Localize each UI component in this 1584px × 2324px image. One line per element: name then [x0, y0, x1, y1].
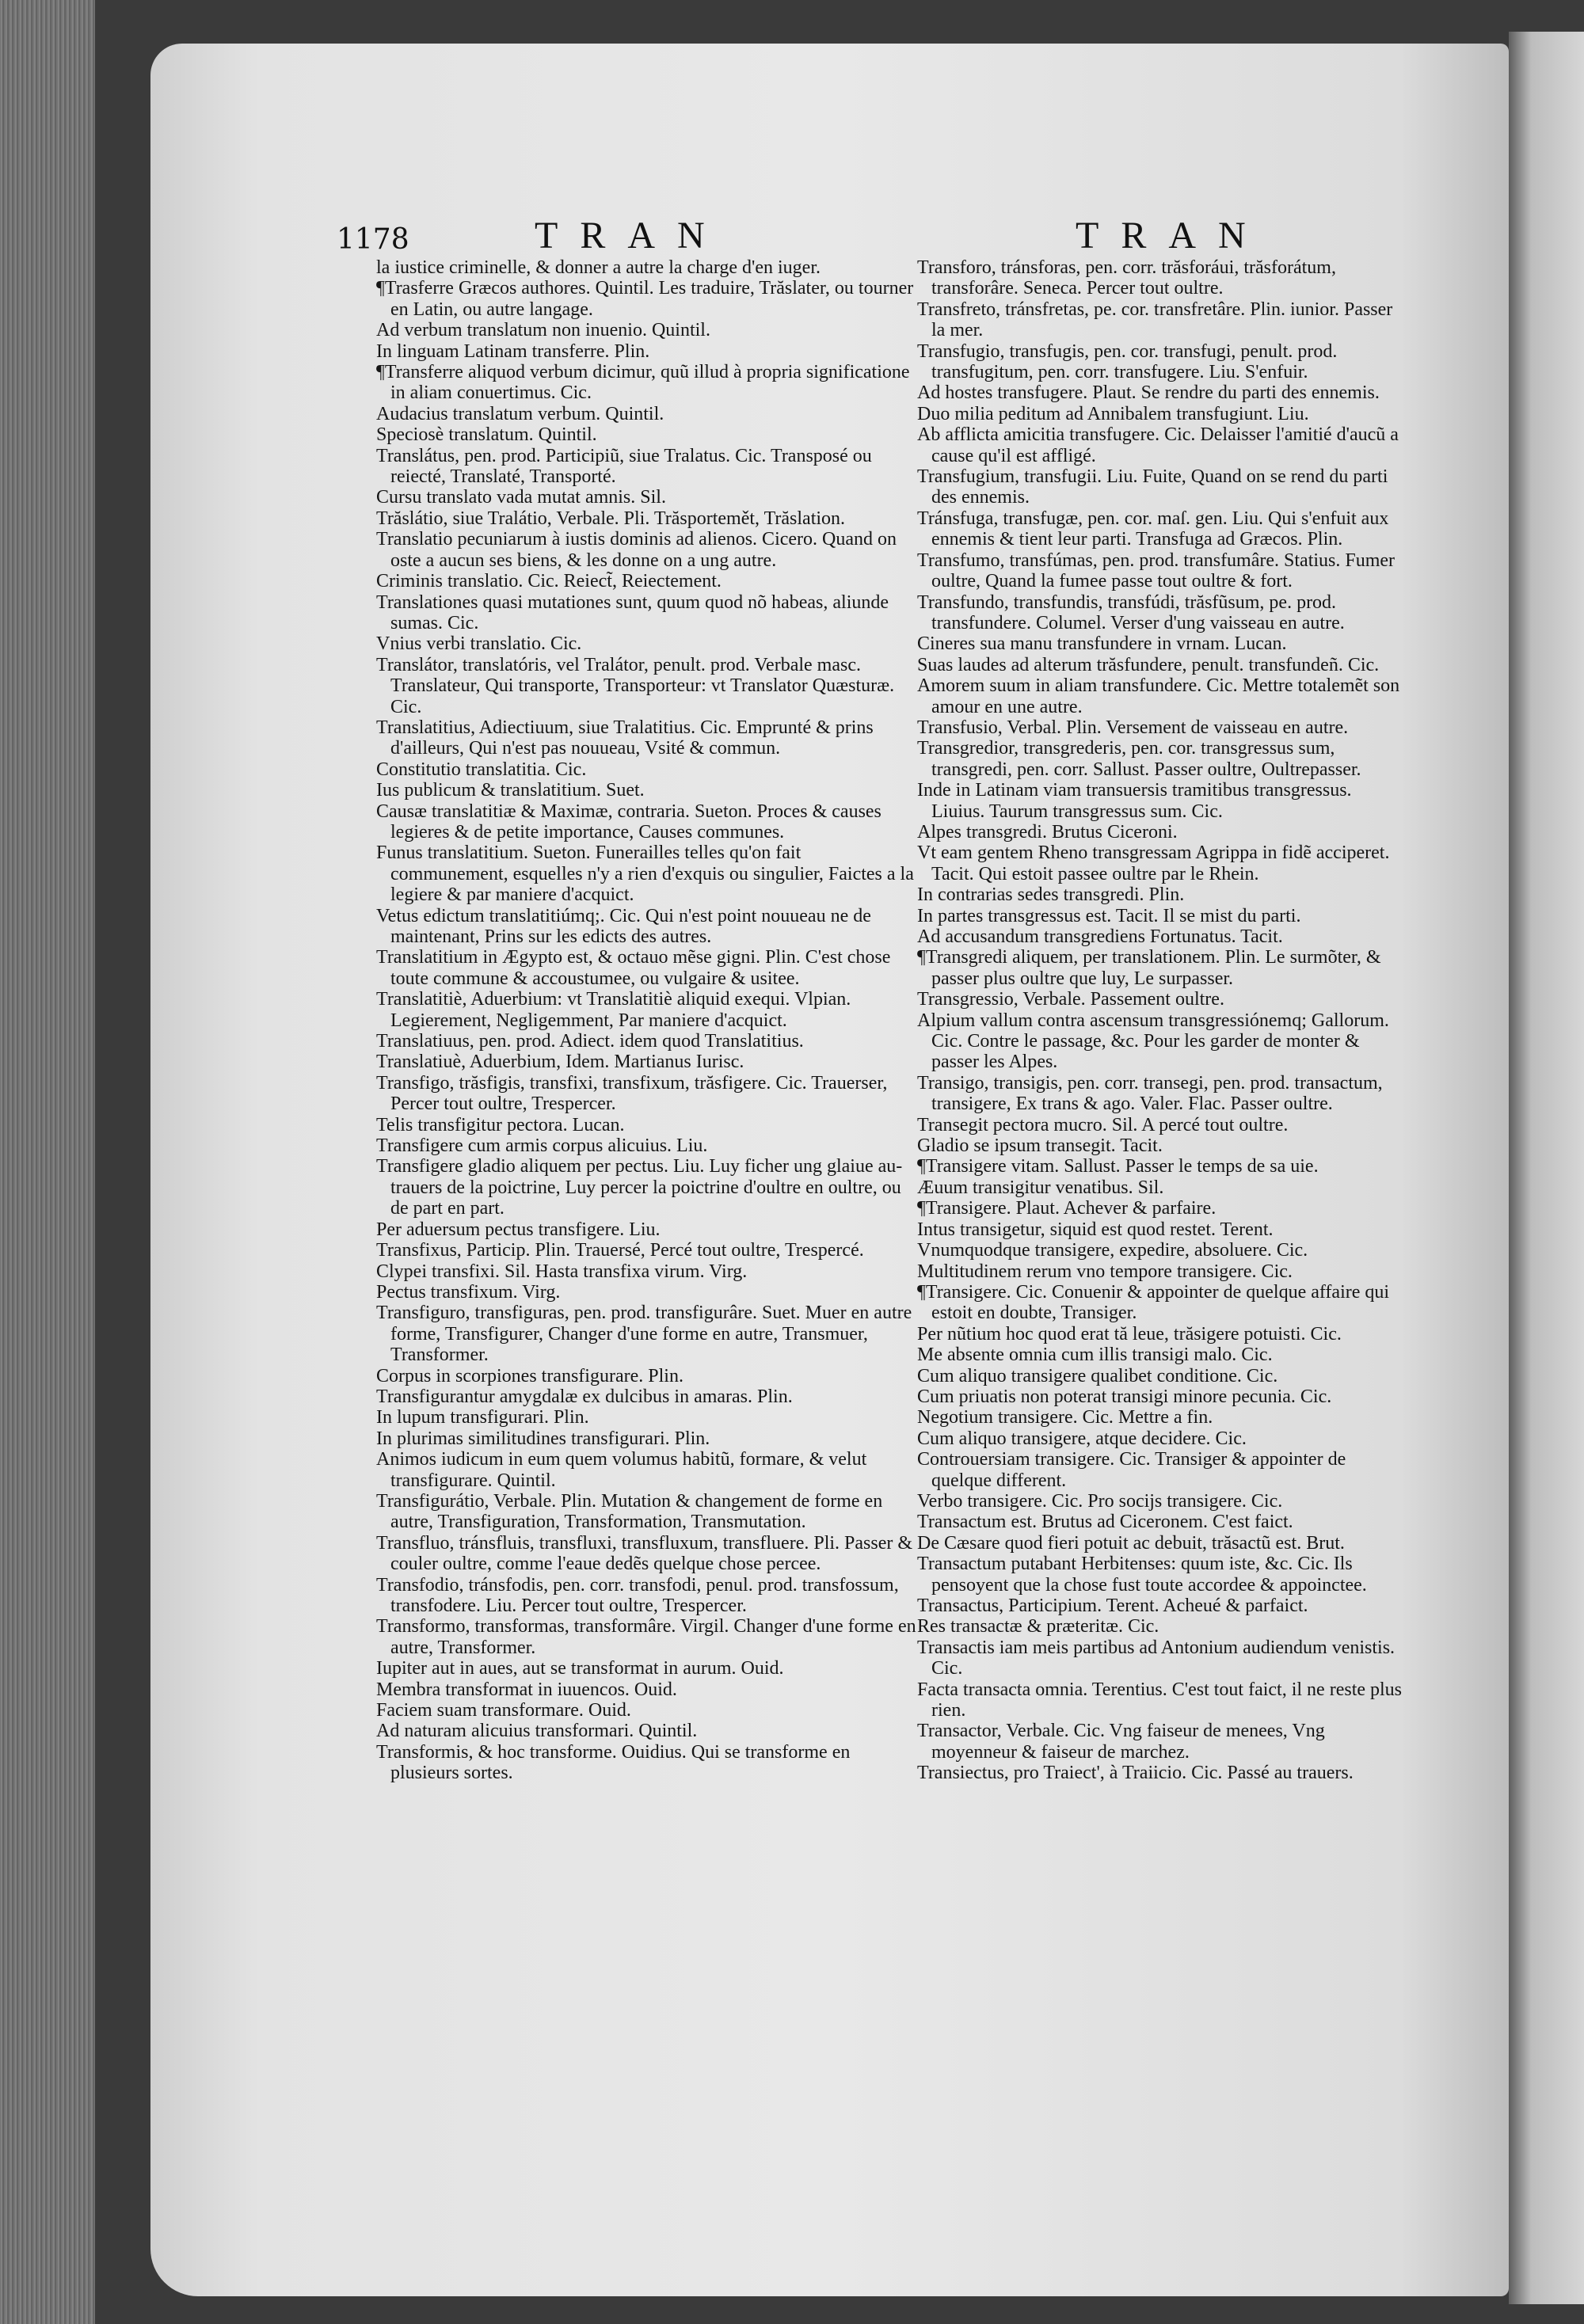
- dictionary-entry: ¶Transgredi aliquem, per translationem. Plin. Le surmõter, & passer plus oultre que luy, Le surpasser.: [917, 947, 1381, 989]
- dictionary-entry: Ad accusandum transgrediens Fortunatus. Tacit.: [917, 926, 1283, 947]
- dictionary-entry: Transformo, transformas, transformâre. Virgil. Changer d'une forme en autre, Transformer.: [376, 1616, 916, 1658]
- dictionary-entry: In linguam Latinam transferre. Plin.: [376, 340, 650, 362]
- dictionary-entry: Inde in Latinam viam transuersis tramitibus transgressus. Liuius. Taurum transgressus sum. Cic.: [917, 780, 1352, 822]
- dictionary-entry: Translatitium in Ægypto est, & octauo mẽse gigni. Plin. C'est chose toute commune & accoustumee, ou vulgaire & usitee.: [376, 947, 891, 989]
- dictionary-entry: Cum priuatis non poterat transigi minore pecunia. Cic.: [917, 1386, 1332, 1407]
- dictionary-entry: ¶Transferre aliquod verbum dicimur, quũ illud à propria significatione in aliam conuertimus. Cic.: [376, 362, 910, 404]
- dictionary-entry: Ad verbum translatum non inuenio. Quintil.: [376, 320, 710, 341]
- dictionary-entry: Tránsfuga, transfugæ, pen. cor. maſ. gen. Liu. Qui s'enfuit aux ennemis & tient leur parti. Transfuga ad Græcos. Plin.: [917, 508, 1389, 550]
- dictionary-entry: ¶Transigere vitam. Sallust. Passer le temps de sa uie.: [917, 1156, 1319, 1177]
- dictionary-entry: Transfugium, transfugii. Liu. Fuite, Quand on se rend du parti des ennemis.: [917, 466, 1388, 508]
- dictionary-entry: Translátor, translatóris, vel Tralátor, penult. prod. Verbale masc. Translateur, Qui transporte, Transporteur: vt Translator Quæsturæ. Cic.: [376, 654, 895, 717]
- dictionary-entry: Amorem suum in aliam transfundere. Cic. Mettre totalemẽt son amour en une autre.: [917, 675, 1400, 717]
- dictionary-entry: Transactum est. Brutus ad Ciceronem. C'est faict.: [917, 1512, 1293, 1533]
- facing-page-edge: [1509, 32, 1584, 2304]
- dictionary-entry: Transactum putabant Herbitenses: quum iste, &c. Cic. Ils pensoyent que la chose fust toute accordee & appoinctee.: [917, 1554, 1367, 1596]
- dictionary-entry: Trăslátio, siue Tralátio, Verbale. Pli. Trăsportemět, Trăslation.: [376, 508, 846, 529]
- dictionary-entry: Causæ translatitiæ & Maximæ, contraria. Sueton. Proces & causes legieres & de petite importance, Causes communes.: [376, 801, 881, 842]
- dictionary-entry: Translatitius, Adiectiuum, siue Tralatitius. Cic. Emprunté & prins d'ailleurs, Qui n'est pas nouueau, Vsité & commun.: [376, 717, 874, 759]
- dictionary-entry: Ad hostes transfugere. Plaut. Se rendre du parti des ennemis.: [917, 382, 1380, 404]
- right-column: [917, 257, 1408, 1784]
- dictionary-entry: De Cæsare quod fieri potuit ac debuit, trăsactũ est. Brut.: [917, 1532, 1345, 1554]
- dictionary-entry: Transfodio, tránsfodis, pen. corr. transfodi, penul. prod. transfossum, transfodere. Liu. Percer tout oultre, Trespercer.: [376, 1574, 899, 1616]
- dictionary-entry: Animos iudicum in eum quem volumus habitũ, formare, & velut transfigurare. Quintil.: [376, 1449, 867, 1491]
- dictionary-entry: Vnius verbi translatio. Cic.: [376, 633, 582, 655]
- dictionary-entry: Transactus, Participium. Terent. Acheué & parfaict.: [917, 1596, 1308, 1616]
- dictionary-entry: Suas laudes ad alterum trăsfundere, penult. transfundeñ. Cic.: [917, 654, 1380, 675]
- dictionary-entry: Ab afflicta amicitia transfugere. Cic. Delaisser l'amitié d'aucũ a cause qu'il est affligé.: [917, 424, 1399, 466]
- bleed-through-marks: [0, 119, 16, 214]
- dictionary-entry: Transfreto, tránsfretas, pe. cor. transfretâre. Plin. iunior. Passer la mer.: [917, 299, 1393, 341]
- dictionary-entry: Transfumo, transfúmas, pen. prod. transfumâre. Statius. Fumer oultre, Quand la fumee passe tout oultre & fort.: [917, 550, 1396, 592]
- dictionary-entry: In lupum transfigurari. Plin.: [376, 1407, 589, 1428]
- dictionary-entry: Transiectus, pro Traiect', à Traiicio. Cic. Passé au trauers.: [917, 1763, 1354, 1784]
- dictionary-entry: Æuum transigitur venatibus. Sil.: [917, 1177, 1164, 1198]
- dictionary-entry: Ad naturam alicuius transformari. Quintil.: [376, 1721, 698, 1742]
- dictionary-entry: Transfugio, transfugis, pen. cor. transfugi, penult. prod. transfugitum, pen. corr. transfugere. Liu. S'enfuir.: [917, 340, 1338, 383]
- dictionary-entry: ¶Transigere. Plaut. Achever & parfaire.: [917, 1198, 1217, 1219]
- dictionary-entry: Clypei transfixi. Sil. Hasta transfixa virum. Virg.: [376, 1261, 748, 1282]
- dictionary-entry: Translátus, pen. prod. Participiũ, siue Tralatus. Cic. Transposé ou reiecté, Translaté, Transporté.: [376, 445, 872, 488]
- dictionary-entry: ¶Trasferre Græcos authores. Quintil. Les traduire, Trăslater, ou tourner en Latin, ou autre langage.: [376, 278, 914, 320]
- dictionary-entry: Transfiguro, transfiguras, pen. prod. transfigurâre. Suet. Muer en autre forme, Transfigurer, Changer d'une forme en autre, Transmuer, Transformer.: [376, 1303, 912, 1366]
- dictionary-entry: Transformis, & hoc transforme. Ouidius. Qui se transforme en plusieurs sortes.: [376, 1741, 851, 1784]
- dictionary-entry: Transfigere cum armis corpus alicuius. Liu.: [376, 1135, 708, 1157]
- dictionary-entry: In partes transgressus est. Tacit. Il se mist du parti.: [917, 905, 1301, 926]
- dictionary-entry: Funus translatitium. Sueton. Funerailles telles qu'on fait communement, esquelles n'y a rien d'exquis ou singulier, Faictes a la legiere & par maniere d'acquict.: [376, 842, 914, 906]
- dictionary-entry: Telis transfigitur pectora. Lucan.: [376, 1114, 625, 1135]
- dictionary-entry: ¶Transigere. Cic. Conuenir & appointer de quelque affaire qui estoit en doubte, Transiger.: [917, 1281, 1390, 1324]
- dictionary-entry: Translatitiè, Aduerbium: vt Translatitiè aliquid exequi. Vlpian. Legierement, Negligemment, Par maniere d'acquict.: [376, 989, 851, 1031]
- dictionary-entry: In contrarias sedes transgredi. Plin.: [917, 884, 1185, 906]
- dictionary-entry: Ius publicum & translatitium. Suet.: [376, 780, 645, 801]
- dictionary-entry: Constitutio translatitia. Cic.: [376, 759, 587, 780]
- dictionary-entry: Cursu translato vada mutat amnis. Sil.: [376, 487, 666, 508]
- dictionary-entry: Transfusio, Verbal. Plin. Versement de vaisseau en autre.: [917, 717, 1349, 738]
- running-head-left: TRAN: [535, 215, 727, 257]
- dictionary-entry: Membra transformat in iuuencos. Ouid.: [376, 1679, 677, 1700]
- dictionary-entry: Res transactæ & præteritæ. Cic.: [917, 1616, 1159, 1637]
- dictionary-entry: Criminis translatio. Cic. Reiect̃, Reiectement.: [376, 571, 722, 592]
- dictionary-entry: Negotium transigere. Cic. Mettre a fin.: [917, 1407, 1213, 1428]
- dictionary-entry: Transfundo, transfundis, transfúdi, trăsfũsum, pe. prod. transfundere. Columel. Verser d'ung vaisseau en autre.: [917, 591, 1345, 633]
- dictionary-entry: la iustice criminelle, & donner a autre la charge d'en iuger.: [376, 257, 821, 278]
- dictionary-entry: Vt eam gentem Rheno transgressam Agrippa in fidẽ acciperet. Tacit. Qui estoit passee oultre par le Rhein.: [917, 842, 1390, 884]
- dictionary-entry: Corpus in scorpiones transfigurare. Plin.: [376, 1365, 683, 1386]
- dictionary-entry: Transactor, Verbale. Cic. Vng faiseur de menees, Vng moyenneur & faiseur de marchez.: [917, 1721, 1325, 1763]
- dictionary-entry: Iupiter aut in aues, aut se transformat in aurum. Ouid.: [376, 1658, 784, 1679]
- dictionary-entry: Cum aliquo transigere, atque decidere. Cic.: [917, 1428, 1247, 1449]
- dictionary-entry: Transegit pectora mucro. Sil. A percé tout oultre.: [917, 1114, 1289, 1135]
- dictionary-entry: Multitudinem rerum vno tempore transigere. Cic.: [917, 1261, 1293, 1282]
- dictionary-entry: Transfigo, trăsfigis, transfixi, transfixum, trăsfigere. Cic. Trauerser, Percer tout oultre, Trespercer.: [376, 1072, 888, 1115]
- dictionary-entry: Translatio pecuniarum à iustis dominis ad alienos. Cicero. Quand on oste a aucun ses biens, & les donne on a ung autre.: [376, 529, 897, 571]
- page-number: 1178: [337, 223, 409, 256]
- book-page-edges: [0, 0, 95, 2324]
- dictionary-entry: Transfixus, Particip. Plin. Trauersé, Percé tout oultre, Trespercé.: [376, 1240, 864, 1261]
- dictionary-entry: Duo milia peditum ad Annibalem transfugiunt. Liu.: [917, 403, 1309, 424]
- dictionary-entry: Alpes transgredi. Brutus Ciceroni.: [917, 821, 1178, 842]
- dictionary-entry: Verbo transigere. Cic. Pro socijs transigere. Cic.: [917, 1490, 1283, 1512]
- dictionary-entry: Intus transigetur, siquid est quod restet. Terent.: [917, 1219, 1274, 1240]
- dictionary-entry: Me absente omnia cum illis transigi malo. Cic.: [917, 1345, 1273, 1366]
- dictionary-entry: Faciem suam transformare. Ouid.: [376, 1700, 631, 1721]
- dictionary-entry: Translatiuè, Aduerbium, Idem. Martianus Iurisc.: [376, 1052, 744, 1073]
- dictionary-entry: Transfigurantur amygdalæ ex dulcibus in amaras. Plin.: [376, 1386, 793, 1407]
- dictionary-entry: Transgredior, transgrederis, pen. cor. transgressus sum, transgredi, pen. corr. Sallust. Passer oultre, Oultrepasser.: [917, 738, 1361, 780]
- dictionary-entry: In plurimas similitudines transfigurari. Plin.: [376, 1428, 710, 1449]
- dictionary-entry: Transfluo, tránsfluis, transfluxi, transfluxum, transfluere. Pli. Passer & couler oultre, comme l'eaue dedẽs quelque chose percee.: [376, 1532, 913, 1575]
- dictionary-entry: Cum aliquo transigere qualibet conditione. Cic.: [917, 1365, 1278, 1386]
- dictionary-entry: Vnumquodque transigere, expedire, absoluere. Cic.: [917, 1240, 1308, 1261]
- dictionary-entry: Vetus edictum translatitiúmq;. Cic. Qui n'est point nouueau ne de maintenant, Prins sur les edicts des autres.: [376, 905, 871, 947]
- dictionary-entry: Controuersiam transigere. Cic. Transiger & appointer de quelque different.: [917, 1449, 1346, 1491]
- dictionary-entry: Transfigere gladio aliquem per pectus. Liu. Luy ficher ung glaiue au-trauers de la poictrine, Luy percer la poictrine d'oultre en oultre, ou de part en part.: [376, 1156, 903, 1219]
- left-column: [376, 257, 919, 1784]
- dictionary-entry: Cineres sua manu transfundere in vrnam. Lucan.: [917, 633, 1287, 655]
- dictionary-entry: Speciosè translatum. Quintil.: [376, 424, 597, 446]
- dictionary-entry: Transfigurátio, Verbale. Plin. Mutation & changement de forme en autre, Transfiguration, Transformation, Transmutation.: [376, 1490, 883, 1533]
- dictionary-entry: Translatiuus, pen. prod. Adiect. idem quod Translatitius.: [376, 1031, 804, 1052]
- dictionary-entry: Transforo, tránsforas, pen. corr. trăsforáui, trăsforátum, transforâre. Seneca. Percer tout oultre.: [917, 257, 1336, 299]
- dictionary-entry: Per nũtium hoc quod erat tă leue, trăsigere potuisti. Cic.: [917, 1323, 1342, 1345]
- dictionary-entry: Facta transacta omnia. Terentius. C'est tout faict, il ne reste plus rien.: [917, 1679, 1403, 1721]
- running-head-right: TRAN: [1076, 215, 1268, 257]
- dictionary-entry: Translationes quasi mutationes sunt, quum quod nõ habeas, aliunde sumas. Cic.: [376, 591, 889, 633]
- dictionary-entry: Audacius translatum verbum. Quintil.: [376, 403, 664, 424]
- dictionary-entry: Transigo, transigis, pen. corr. transegi, pen. prod. transactum, transigere, Ex trans & ago. Valer. Flac. Passer oultre.: [917, 1072, 1383, 1115]
- dictionary-entry: Pectus transfixum. Virg.: [376, 1281, 561, 1303]
- dictionary-entry: Alpium vallum contra ascensum transgressiónemq; Gallorum. Cic. Contre le passage, &c. Pour les garder de monter & passer les Alpes.: [917, 1010, 1389, 1073]
- dictionary-entry: Transgressio, Verbale. Passement oultre.: [917, 989, 1224, 1010]
- dictionary-entry: Transactis iam meis partibus ad Antonium audiendum venistis. Cic.: [917, 1637, 1396, 1679]
- dictionary-entry: Gladio se ipsum transegit. Tacit.: [917, 1135, 1163, 1157]
- dictionary-entry: Per aduersum pectus transfigere. Liu.: [376, 1219, 661, 1240]
